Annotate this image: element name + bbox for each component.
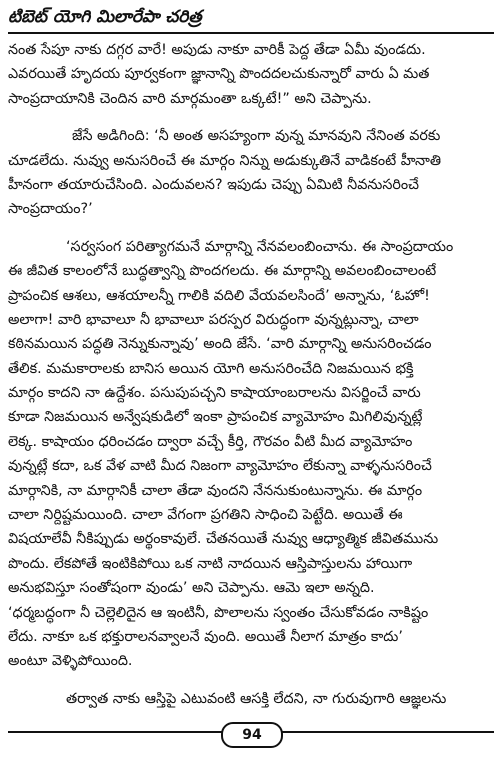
page-body — [8, 38, 494, 711]
text-line: అంటూ వెళ్ళిపోయింది. — [8, 653, 133, 670]
text-line: అలాగా! వారి భావాలూ నీ భావాలూ పరస్పర విరుద్ధంగా వున్నట్లున్నా, చాలా — [8, 311, 419, 328]
text-line: హీనంగా తయారుచేసింది. ఎందువలన? ఇపుడు చెప్పు ఏమిటి నీవనుసరించే — [8, 176, 419, 193]
text-line: చూడలేదు. నువ్వు అనుసరించే ఈ మార్గం నిన్ను అడుక్కుతినే వాడికంటే హీనాతి — [8, 152, 442, 169]
text-line: కఠినమయిన పద్ధతి నెన్నుకున్నావు’ అంది జేసే. ‘వారి మార్గాన్ని అనుసరించడం — [8, 336, 432, 353]
running-header — [8, 6, 494, 34]
paragraph-start-line: జేసే అడిగింది: ‘నీ అంత అసహ్యంగా వున్న మానవుని నేనింత వరకు — [72, 128, 441, 145]
text-line: పొందు. లేకపోతే ఇంటికిపోయి ఒక నాటి నాదయిన ఆస్తిపాస్తులను హాయిగా — [8, 555, 413, 572]
text-line: సాంప్రదాయం?’ — [8, 201, 93, 218]
text-line: వున్నట్లే కదా, ఒక వేళ వాటి మీద నిజంగా వ్యామోహం లేకున్నా వాళ్ళనుసరించే — [8, 458, 432, 475]
text-line: సాంప్రదాయానికి చెందిన వారి మార్గమంతా ఒక్కటే!” అని చెప్పాను. — [8, 90, 372, 107]
text-line: మార్గానికి, నా మార్గానికీ చాలా తేడా వుందని నేననుకుంటున్నాను. ఈ మార్గం — [8, 482, 423, 499]
text-line: ఈ జీవిత కాలంలోనే బుద్ధత్వాన్ని పొందగలదు. ఈ మార్గాన్ని అవలంబించాలంటే — [8, 263, 437, 280]
text-line: లెక్క. కాషాయం ధరించడం ద్వారా వచ్చే కీర్తి, గౌరవం వీటి మీద వ్యామోహం — [8, 433, 413, 450]
text-line: ‘ధర్మబద్ధంగా నీ చెల్లెలిదైన ఆ ఇంటినీ, పొలాలను స్వంతం చేసుకోవడం నాకిష్టం — [8, 604, 429, 621]
text-line: ప్రాపంచిక ఆశలు, ఆశయాలన్నీ గాలికి వదిలి వేయవలసిందే’ అన్నాను, ‘ఓహో! — [8, 287, 430, 304]
paragraph-start-line: ‘సర్వసంగ పరిత్యాగమనే మార్గాన్ని నేనవలంబించాను. ఈ సాంప్రదాయం — [66, 238, 454, 255]
book-title: టిబెట్ యోగి మిలారేపా చరిత్ర — [8, 7, 202, 27]
text-line: అనుభవిస్తూ సంతోషంగా వుండు’ అని చెప్పాను. ఆమె ఇలా అన్నది. — [8, 580, 375, 597]
text-line: నంత సేపూ నాకు దగ్గర వారే! అపుడు నాకూ వారికీ పెద్ద తేడా ఏమీ వుండదు. — [8, 42, 426, 58]
page-number: 94 — [221, 722, 283, 748]
text-line: తేలిక. మమకారాలకు బానిస అయిన యోగి అనుసరించేది నిజమయిన భక్తి — [8, 360, 414, 377]
paragraph-start-line: తర్వాత నాకు ఆస్తిపై ఎటువంటి ఆసక్తి లేదని, నా గురువుగారి ఆజ్ఞలను — [66, 690, 447, 707]
text-line: విషయాలేవీ నీకిప్పుడు అర్థంకావులే. చేతనయితే నువ్వు ఆధ్యాత్మిక జీవితమును — [8, 531, 439, 548]
text-line: ఎవరయితే హృదయ పూర్వకంగా జ్ఞానాన్ని పొందదలచుకున్నారో వారు ఏ మత — [8, 66, 430, 83]
text-line: చాలా నిర్దిష్టమయింది. చాలా వేగంగా ప్రగతిని సాధించి పెట్టేది. అయితే ఈ — [8, 507, 403, 524]
text-line: లేదు. నాకూ ఒక భక్తురాలనవ్వాలనే వుంది. అయితే నీలాగ మాత్రం కాదు’ — [8, 628, 403, 645]
text-line: కూడా నిజమయిన అన్వేషకుడిలో ఇంకా ప్రాపంచిక వ్యామోహం మిగిలివున్నట్లే — [8, 409, 423, 426]
text-line: మార్గం కాదని నా ఉద్దేశం. పసుపుపచ్చని కాషాయాంబరాలను విసర్జించే వారు — [8, 385, 421, 402]
